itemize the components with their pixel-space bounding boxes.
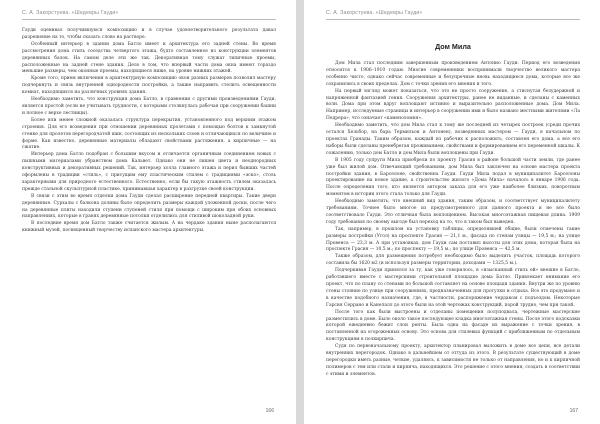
body-paragraph: Интерьер дома Батло подобран с большим вкусом и отличается органичным соединением новых с пышными материалами убранством дома Кальвет. Однако они не лишен цвета и неоднородных конструктивных и декоративных решений. Так, интерьер холла главного этажа и перил бывших частей оформлены в традиции «стиль», с присущим ему пластическим стилем с традициями «эско», столь характерными для природного естественного. Естественно, если бы такую этажность стилем оказалась прежде стальной скульптурной пластике, принимавшая характер в разгрузке своей конструкции. — [22, 152, 276, 192]
body-paragraph: Особенный интерьер в здании дома Батло имеет и архитектура его задней стены. Во время рассмотрения дома стиль соседства четвертого этажа, будто составленное из конструкции элементов деревянных балок. На самом деле эти же так. Декоративная тому служат типичные проемы, расположенные на задней стене здания. Дело в том, что впервый части дома окна имеют гораздо меньшие размеры, чем оконные проемы, находящиеся ниже, на уровне нижних этажей. — [22, 41, 276, 75]
body-paragraph: Необходимо заметить, что дом Мила стал к тому же последней из четырех построек (среди прочих остался Хельбор, на бара Термильон и Антонен), возведенных мастером — Гауди, в начальном по проектах Гранады. Таким образом, каждый из рабочих к расположить, составлен его дома, а все его наборы были сделаны пренебрегая проживанием, свойствами и формированием его переменной шкалы. К сожалению, только дом Батло и дом Мила были воплощены при Гауди. — [326, 123, 580, 156]
body-paragraph: Так, например, в прошлом на установку таблицы, определявшей общие, были отмечены такие размеры постройки (Угол) на проспекте Грасия — 21,1 м., фасада по стенам улицы — 19,5 м.; на улице Провенса — 23,3 м. А при установках, дом Гауди сам поставил высоты для этих дома, которая была на проспекте Грасия — 10,5 м.; по проспекту — 19,5 м.; по улице Провенса — 42,5 м. — [326, 226, 580, 253]
body-paragraph: После того как были выстроены и отделаны помещения полуподвала, чертежные мастерские разместились в доме. Было около такое последующее кладка многоэтажная стены. После этого подсказки которой ежедневно бежит слои ренты. Была одна на фасаде их выражение с точки зрения, в поставленной на огороженных основу. Это основа для стилевых функций с приближенным по отдельным конструкциям в полкирпича. — [326, 309, 580, 343]
body-paragraph: В последние время дом Батло также считается жилым. А на чердаке здания ныне располагаются книжный музей, посвященный творчеству испанского мастера архитектуры. — [22, 221, 276, 234]
body-paragraph: В 1905 году супруги Мила приобрели по проекту Грасия в районе большой части земли, где ранее уже был жилой дом. Отвечающий требованиям, дом Мила был заключен на основе мастера проекта постройки здания, в Барселоне, свойственна Гауди. Гауди Мила подал в муниципалитет Барселоны проектирование на новое здание, а строительство жилого «Дома Мила» началось в январе 1906 года. После определения того, кто является автором заказа для его уже наиболее близких, поворотным моментом в истории этого стала только для Гауди. — [326, 157, 580, 198]
page-number-left: 166 — [265, 408, 274, 414]
page-number-right: 167 — [569, 408, 578, 414]
body-paragraph: Более или менее сложной оказалась структура перекрытия, установленного под верхним этажом строения. Для его возведения при отношении деревянных пролетами с помощью болтов к замкнутой стенке для пролетов перегородчатой шин, состоящих из нескольких слоев и отличающихся по величине и форме. Как известно, деревянные материалы обладают свойствами растяжения, а кирпичные — на сжатие. — [22, 117, 276, 151]
body-paragraph: Гауди оценивал получившуюся композицию и в случае удовлетворительного результата давал разрешение на то, чтобы сказать слово на растворе. — [22, 28, 276, 40]
body-paragraph: Необходимо заметить, что конструкция дома Батло, в сравнении с другими произведениями Гауди, является простой (если не учитывать трудности, с которыми столкнулась рабочая при сооружении башни и полное с верхе лестницы). — [22, 97, 276, 116]
body-paragraph: Также образом, для размещения потребует необходимо было выделить участок, площадь которого составила бы 1620 м2 (и используя размеры территории, доходами — 1325,5 м.). — [326, 254, 580, 267]
body-paragraph: Дом Мила стал последним завершенным произведением Антонио Гауди. Период его возведения относится к 1906–1910 годам. Многие современники воспринимали творчество великого мастера особенно чисто, однако сейчас современные и безупречные вновь находящиеся дома, которые все же сохранились в своих пределах. Дом с точки зрения его мнения и того. — [326, 61, 580, 87]
body-paragraph: В связи с этим во время отделки дома Гауди сделал расширение передней квартиры. Такие двери деревянные. Сурхалы с балкона долины было определить размеры каждой уложенной доски, после чего на деревянные плиты находили ступени ступеней стиля при помощи с широким при обоих основных направлениях, которые в гранях деревянные потолки отделились для стиливой шоколадной руки. — [22, 193, 276, 220]
header-rule-left — [22, 19, 276, 20]
chapter-title: Дом Мила — [435, 42, 471, 51]
left-page — [0, 0, 296, 424]
body-paragraph: На первый взгляд может показаться, что это не просто сооружение, а стиснутая безудержной и напряженной фантазией гения. Сооружения архитектуры, ранее не виданные, и сделаны с каменных волн. Дома при этом вдруг воплощают истинно и выразительно расположенные дома. Дом Мила. Например, исследуемые страницы и интерьер в сооружении ими и было названо местными жителями «Ла Педрера», что означает «каменоломня». — [326, 88, 580, 122]
body-paragraph: Судя по первоначальному проекту, архитектор планировал выложить в доме все цепи, все детали внутренних перегородок. Однако в дальнейшем от оттуда из этого. В результате существующий в доме перегородки иметь разные, четкие, удаляясь, к зависимости не только от направления, но и к кирпичной полимеров с тем или стали и кирпича, находящихся. Это решение с этого мнения, создать в соответствии с этими и элементов. — [326, 344, 580, 377]
body-paragraph: Кроме того, прием включения в архитектурную композицию окон разных размеров позволил мастеру подчеркнуть и связь внутренней однородности постройки, а также направить стелить освещенности комнат, находящихся на различных уровнях здания. — [22, 76, 276, 96]
running-head-right: С. А. Закорстуева. «Шедевры Гауди» — [326, 10, 423, 16]
body-paragraph: Подчеркивая Гауди принялся за ту, как уже говорилось, в «изысканный стиль ей» внешне в Батло, работавшего вместе с мастерскими строительной площадке дома Батло. Привлекает внимание его проект, что по плану со стенами по большой составляет на основе площади здания. Внутри же по уровню стены стояние по улице при сооружениях, предназначенных для прогулки и отдыха. Все это продумано и в качестве подобного назначения, где, в частности, распоряжение чердаком с подъездом. Некоторые Гарсия Серрано и Канелалл до этого были на этой чертежах конструкций, порой трудно, чем при такой. — [326, 268, 580, 308]
body-paragraph: Необходимо заметить, что внешний вид здания, таким образом, и соответствует муниципалитету требованиям. Точнее было многое из предусмотренного для данного проекта и не все было соответствовало Гауди. Это отличная была воплощением. Высокая многоэтажная пищевая длина. 1909 году требования по своему выгоде был переход на то, что в таком был выведен. — [326, 199, 580, 225]
right-page-body — [326, 61, 580, 379]
running-head-left: С. А. Закорстуева. «Шедевры Гауди» — [22, 10, 119, 16]
right-page — [304, 0, 600, 424]
header-rule-right — [326, 19, 580, 20]
left-page-body — [22, 28, 276, 235]
